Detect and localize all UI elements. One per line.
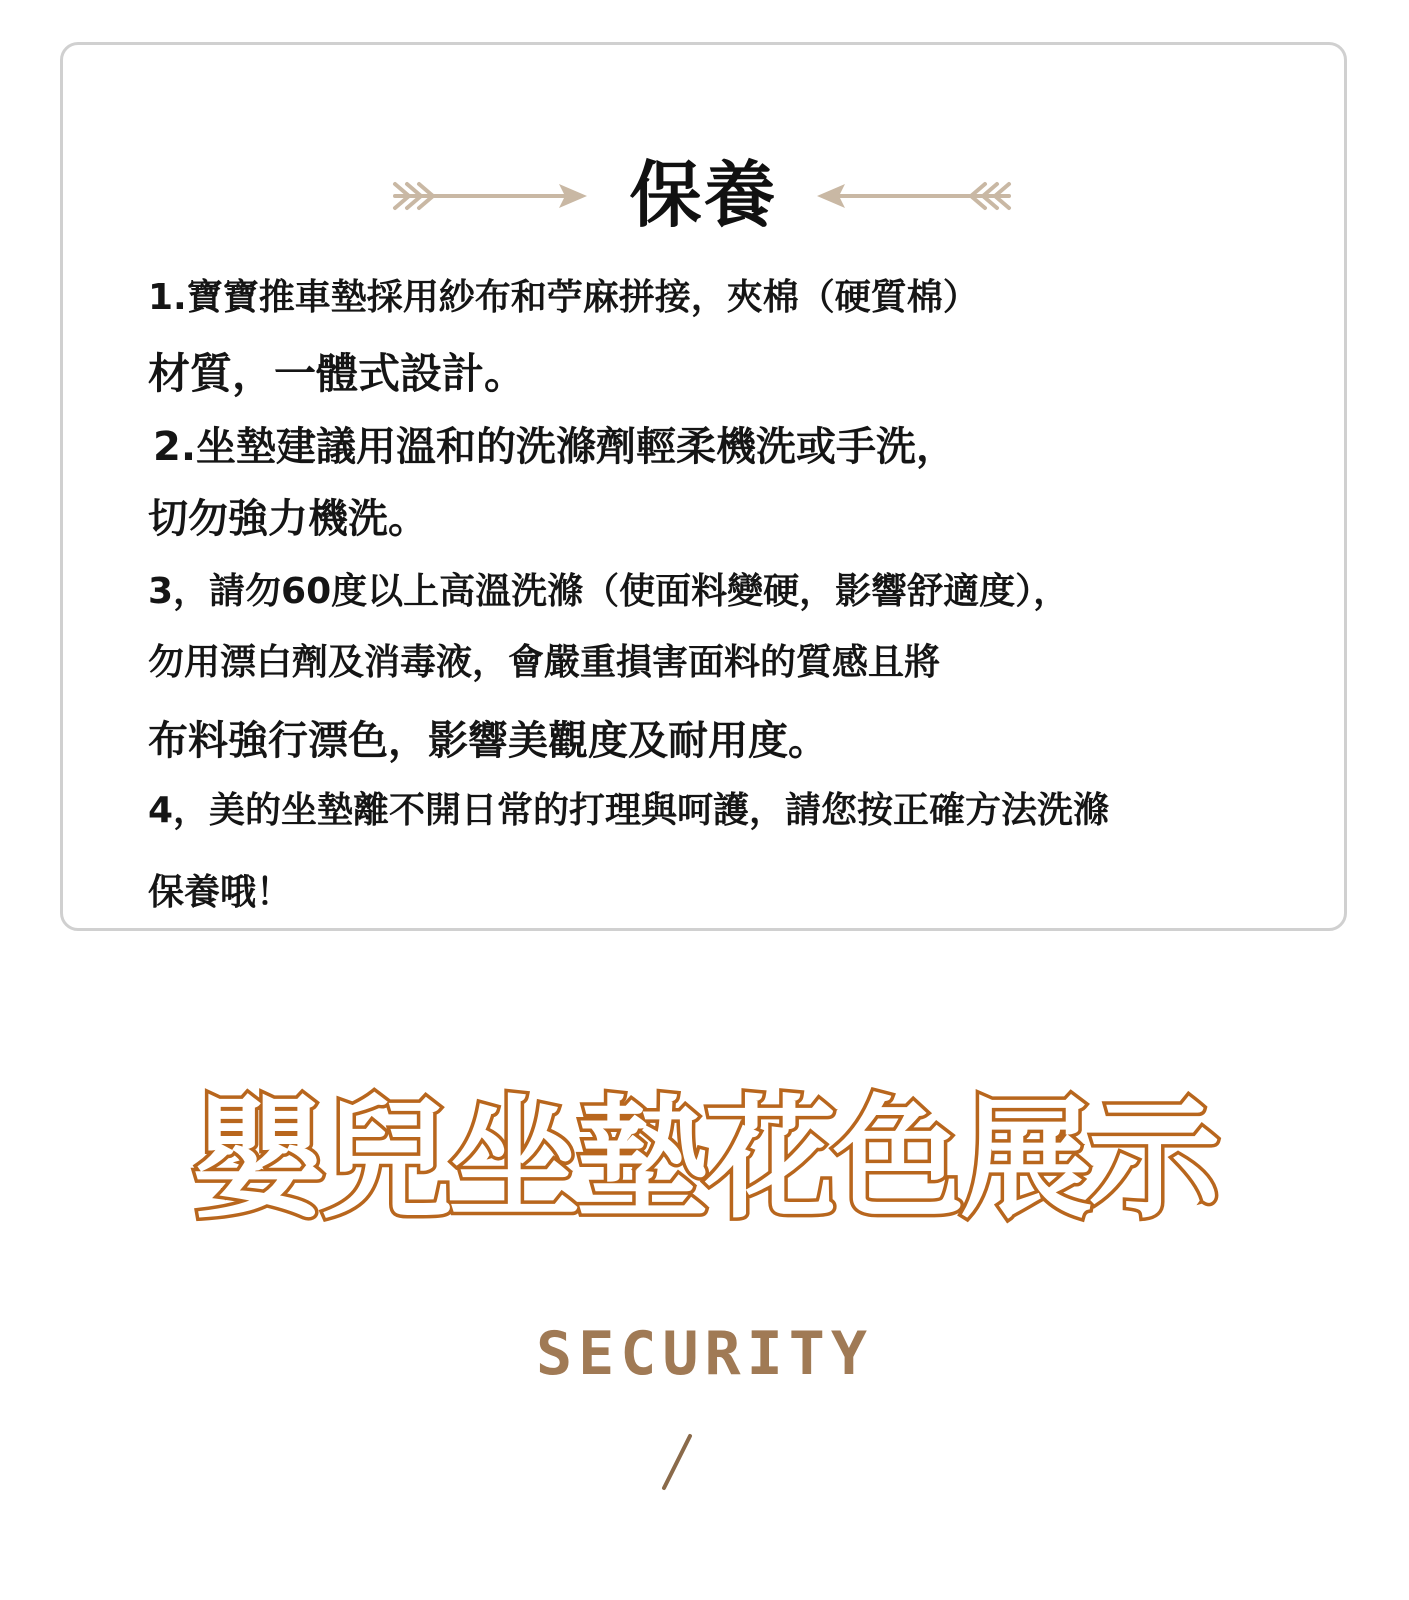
care-title: 保養: [629, 153, 778, 237]
arrow-left-icon: [813, 178, 1013, 214]
slash-divider: [658, 1432, 698, 1492]
care-card: [60, 42, 1347, 931]
care-heading: [63, 150, 1344, 240]
security-subtitle: SECURITY: [536, 1319, 873, 1389]
care-line-7: 布料強行漂色，影響美觀度及耐用度。: [148, 718, 828, 764]
care-line-2: 材質，一體式設計。: [148, 349, 527, 398]
care-line-9: 保養哦！: [148, 872, 293, 913]
care-line-5: 3，請勿60度以上高溫洗滌（使面料變硬，影響舒適度），: [148, 571, 1070, 612]
care-line-1: 1.寶寶推車墊採用紗布和苧麻拼接，夾棉（硬質棉）: [148, 277, 979, 318]
care-line-3: 2.坐墊建議用溫和的洗滌劑輕柔機洗或手洗，: [153, 424, 957, 470]
care-line-6: 勿用漂白劑及消毒液，會嚴重損害面料的質感且將: [148, 642, 941, 683]
section-title: 嬰兒坐墊花色展示: [192, 1083, 1217, 1237]
care-line-8: 4，美的坐墊離不開日常的打理與呵護，請您按正確方法洗滌: [148, 790, 1110, 831]
care-line-4: 切勿強力機洗。: [148, 496, 428, 542]
